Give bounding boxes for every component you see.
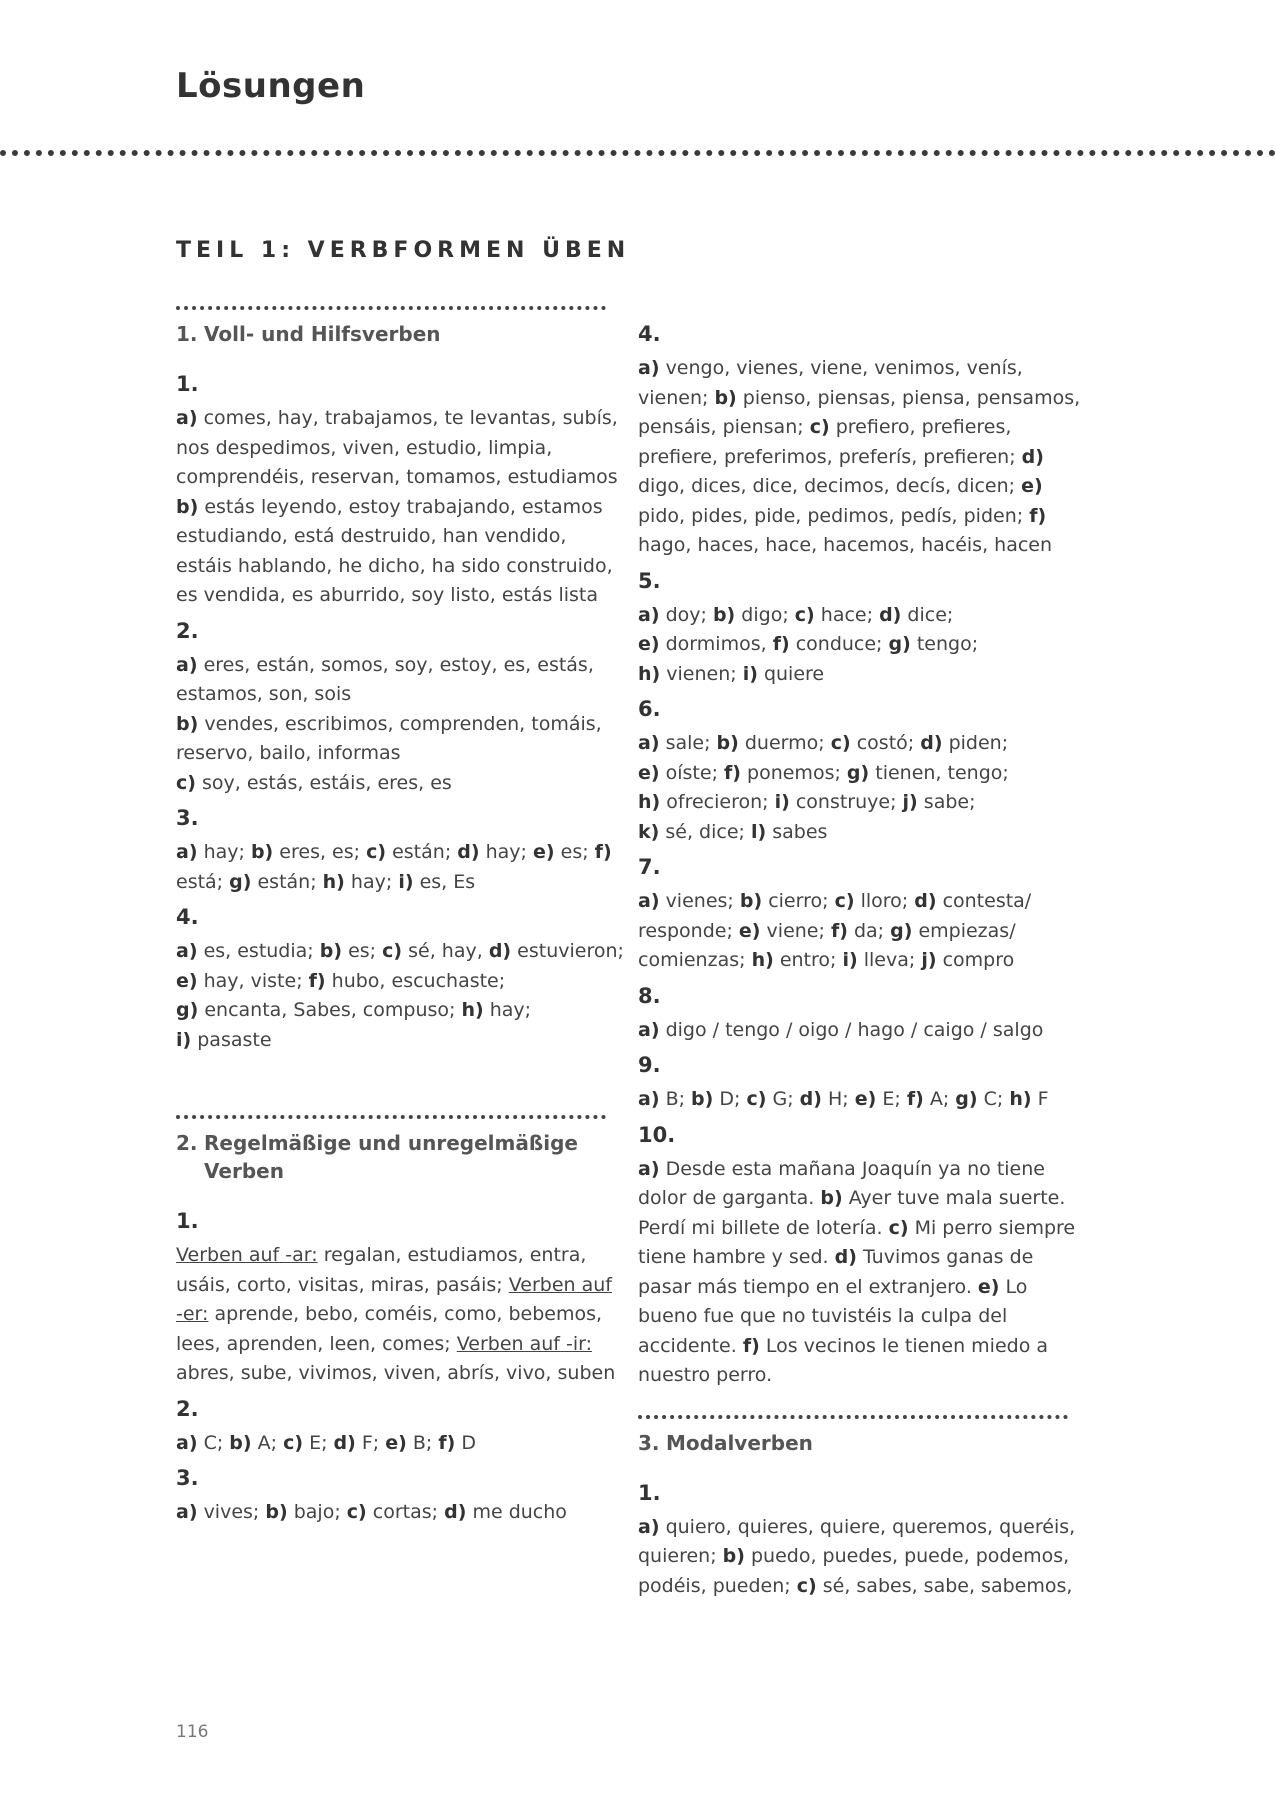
- item-label: e): [977, 1275, 1000, 1298]
- right-column: [638, 314, 1086, 1601]
- answer-paragraph: [176, 1429, 624, 1459]
- answer-text: hago, haces, hace, hacemos, hacéis, hacen: [638, 534, 1053, 556]
- answer-text: abres, sube, vivimos, viven, abrís, vivo, suben: [176, 1362, 616, 1384]
- item-label: b): [722, 1545, 745, 1567]
- exercise-number: 2.: [176, 618, 199, 643]
- item-label: h): [322, 870, 345, 893]
- answer-text: H;: [828, 1088, 849, 1110]
- exercise-number: 6.: [638, 697, 661, 721]
- answer-paragraph: [176, 404, 624, 611]
- answer-text: D: [461, 1431, 477, 1454]
- item-label: f): [724, 761, 741, 784]
- answer-text: duermo;: [744, 732, 825, 754]
- answer-text: G;: [772, 1088, 794, 1110]
- dotted-rule: [176, 1115, 606, 1119]
- item-label: j): [902, 791, 918, 813]
- item-label: c): [888, 1216, 909, 1239]
- item-label: f): [906, 1088, 924, 1110]
- section-title: [176, 320, 624, 348]
- answer-text: ofrecieron;: [666, 791, 769, 813]
- answer-paragraph: [638, 1016, 1086, 1046]
- exercise-number: 5.: [638, 568, 661, 593]
- page-title: Lösungen: [176, 66, 366, 106]
- item-label: a): [638, 890, 660, 912]
- dotted-rule: [176, 306, 606, 310]
- exercise-number: 1.: [176, 1209, 199, 1233]
- answer-text: digo / tengo / oigo / hago / caigo / salgo: [665, 1018, 1044, 1041]
- answer-text: están;: [392, 841, 452, 863]
- answer-text: ponemos;: [747, 761, 841, 784]
- item-label: d): [488, 940, 512, 962]
- answer-text: B;: [412, 1431, 433, 1454]
- exercise-number: 10.: [638, 1122, 676, 1147]
- item-label: d): [914, 890, 937, 912]
- answer-text: da;: [853, 919, 885, 942]
- item-label: e): [638, 761, 660, 784]
- item-label: h): [1009, 1088, 1032, 1110]
- answer-text: entro;: [779, 949, 837, 971]
- item-label: a): [638, 1157, 660, 1180]
- answer-text: sé, sabes, sabe, sabemos,: [822, 1574, 1073, 1597]
- exercise-number: 1.: [638, 1480, 661, 1505]
- item-label: a): [638, 732, 660, 754]
- item-label: g): [176, 999, 199, 1021]
- section-title-text: Modalverben: [666, 1430, 813, 1455]
- item-label: a): [176, 841, 198, 863]
- answer-text: regalan, estudiamos, entra, usáis, corto, visitas, miras, pasáis;: [176, 1244, 587, 1296]
- item-label: a): [638, 603, 660, 626]
- item-label: e): [533, 841, 555, 863]
- answer-text: pasaste: [197, 1028, 272, 1051]
- answer-text: sé, dice;: [665, 820, 745, 843]
- section-title: [176, 1129, 624, 1185]
- answer-text: vendes, escribimos, comprenden, tomáis, reservo, bailo, informas: [176, 712, 602, 764]
- answer-text: construye;: [795, 791, 897, 813]
- item-label: g): [229, 870, 252, 893]
- answer-text: prefiero, prefieres, prefiere, preferimos, preferís, prefieren;: [638, 416, 1016, 468]
- item-label: b): [820, 1187, 843, 1209]
- exercise-number: 4.: [176, 905, 199, 929]
- section-number: 1.: [176, 322, 198, 346]
- item-label: b): [229, 1431, 252, 1454]
- item-label: a): [176, 653, 198, 676]
- item-label: e): [1021, 475, 1043, 497]
- item-label: b): [691, 1088, 714, 1110]
- item-label: c): [176, 771, 196, 794]
- answer-text: doy;: [665, 603, 707, 626]
- item-label: a): [638, 1515, 660, 1538]
- answer-text: E;: [882, 1088, 901, 1110]
- answer-text: piden;: [948, 732, 1009, 754]
- answer-paragraph: [638, 601, 1086, 690]
- answer-text: digo, dices, dice, decimos, decís, dicen;: [638, 475, 1016, 497]
- item-label: d): [879, 603, 902, 626]
- answer-text: D;: [719, 1088, 741, 1110]
- item-label: g): [890, 919, 913, 942]
- item-label: e): [385, 1431, 407, 1454]
- section-title-text: Voll- und Hilfsverben: [204, 322, 441, 346]
- item-label: e): [854, 1088, 877, 1110]
- item-label: f): [742, 1334, 760, 1357]
- answer-text: comes, hay, trabajamos, te levantas, subís, nos despedimos, viven, estudio, limpia, comprendéis, reservan, tomamos, estudiamos: [176, 407, 618, 488]
- part-heading: TEIL 1: VERBFORMEN ÜBEN: [176, 238, 631, 263]
- answer-text: es;: [348, 940, 377, 962]
- answer-paragraph: [638, 729, 1086, 847]
- answer-text: Lo bueno fue que no tuvistéis la culpa del accidente.: [638, 1275, 1028, 1357]
- answer-paragraph: [176, 838, 624, 897]
- item-label: h): [638, 662, 661, 685]
- answer-text: compro: [942, 949, 1015, 971]
- item-label: c): [830, 732, 851, 754]
- item-label: a): [638, 1088, 660, 1110]
- item-label: f): [1029, 504, 1047, 527]
- answer-text: A;: [257, 1431, 278, 1454]
- item-label: e): [738, 919, 761, 942]
- item-label: f): [830, 919, 848, 942]
- page-number: 116: [176, 1722, 209, 1742]
- answer-text: me ducho: [472, 1501, 567, 1523]
- answer-text: Desde esta mañana Joaquín ya no tiene dolor de garganta.: [638, 1157, 1045, 1209]
- section-title-text: Verben: [204, 1159, 284, 1183]
- answer-text: Tuvimos ganas de pasar más tiempo en el extranjero.: [638, 1246, 1034, 1298]
- answer-text: B;: [665, 1088, 685, 1110]
- item-label: a): [176, 407, 198, 429]
- answer-text: quiero, quieres, quiere, queremos, queréis, quieren;: [638, 1515, 1076, 1567]
- answer-text: están;: [257, 870, 317, 893]
- answer-text: encanta, Sabes, compuso;: [204, 999, 456, 1021]
- item-label: a): [638, 357, 660, 379]
- answer-text: sabe;: [923, 791, 976, 813]
- answer-text: C;: [203, 1431, 224, 1454]
- item-label: d): [799, 1088, 822, 1110]
- section-title: [638, 1429, 1086, 1457]
- answer-text: Los vecinos le tienen miedo a nuestro perro.: [638, 1334, 1049, 1386]
- exercise-number: 4.: [638, 322, 661, 346]
- item-label: d): [333, 1431, 356, 1454]
- answer-text: Ayer tuve mala suerte. Perdí mi billete de lotería.: [638, 1187, 1066, 1239]
- item-label: c): [809, 416, 830, 438]
- answer-text: vienes;: [665, 890, 734, 912]
- answer-text: es, estudia;: [203, 940, 314, 962]
- item-label: f): [438, 1431, 456, 1454]
- answer-paragraph: [638, 354, 1086, 561]
- answer-text: está;: [176, 870, 224, 893]
- answer-text: hubo, escuchaste;: [331, 969, 506, 992]
- answer-text: es, Es: [419, 870, 476, 893]
- answer-text: bajo;: [293, 1501, 341, 1523]
- left-column: [176, 300, 624, 1528]
- answer-paragraph: [638, 1513, 1086, 1602]
- answer-text: vienen;: [666, 662, 737, 685]
- answer-text: vives;: [203, 1501, 260, 1523]
- answer-paragraph: [176, 1498, 624, 1528]
- verb-group-label: Verben auf -er:: [176, 1273, 612, 1325]
- answer-text: lloro;: [860, 890, 909, 912]
- item-label: b): [176, 712, 199, 735]
- answer-text: A;: [929, 1088, 950, 1110]
- item-label: c): [382, 940, 403, 962]
- item-label: i): [176, 1028, 192, 1051]
- answer-text: pido, pides, pide, pedimos, pedís, piden;: [638, 504, 1024, 527]
- answer-text: aprende, bebo, coméis, como, bebemos, lees, aprenden, leen, comes;: [176, 1303, 603, 1355]
- answer-text: digo;: [741, 603, 789, 626]
- answer-text: pienso, piensas, piensa, pensamos, pensáis, piensan;: [638, 386, 1081, 438]
- exercise-number: 1.: [176, 372, 199, 396]
- item-label: b): [250, 841, 274, 863]
- dotted-rule: [638, 1415, 1068, 1419]
- answer-text: estás leyendo, estoy trabajando, estamos estudiando, está destruido, han vendido, estáis hablando, he dicho, ha sido construido, es vendida, es aburrido, soy listo, estás lista: [176, 495, 613, 606]
- item-label: k): [638, 820, 660, 843]
- item-label: b): [265, 1501, 288, 1523]
- answer-text: es;: [560, 841, 589, 863]
- answer-text: E;: [309, 1431, 328, 1454]
- item-label: c): [366, 841, 387, 863]
- exercise-number: 7.: [638, 855, 661, 879]
- answer-paragraph: [176, 937, 624, 1055]
- item-label: b): [176, 495, 199, 518]
- item-label: g): [846, 761, 870, 784]
- item-label: e): [176, 969, 198, 992]
- answer-text: soy, estás, estáis, eres, es: [202, 771, 452, 794]
- item-label: i): [842, 949, 858, 971]
- item-label: a): [638, 1018, 660, 1041]
- answer-text: dormimos,: [665, 633, 767, 655]
- answer-text: sabes: [772, 820, 828, 843]
- verb-group-label: Verben auf -ir:: [456, 1332, 593, 1355]
- answer-text: cierro;: [768, 890, 829, 912]
- answer-text: eres, es;: [279, 841, 361, 863]
- answer-text: puedo, puedes, puede, podemos, podéis, pueden;: [638, 1545, 1070, 1597]
- answer-text: empiezas/ comienzas;: [638, 919, 1016, 971]
- item-label: i): [398, 870, 414, 893]
- item-label: f): [772, 633, 790, 655]
- item-label: c): [796, 1574, 817, 1597]
- answer-text: hay, viste;: [203, 969, 303, 992]
- item-label: i): [774, 791, 790, 813]
- item-label: d): [444, 1501, 467, 1523]
- section-number: 2.: [176, 1131, 198, 1155]
- answer-text: dice;: [907, 603, 954, 626]
- item-label: d): [1021, 445, 1044, 468]
- item-label: f): [594, 841, 612, 863]
- answer-paragraph: [176, 1241, 624, 1389]
- answer-paragraph: [176, 651, 624, 799]
- item-label: a): [176, 1431, 198, 1454]
- item-label: d): [834, 1246, 857, 1268]
- answer-text: oíste;: [665, 761, 718, 784]
- item-label: l): [750, 820, 767, 843]
- answer-text: tengo;: [916, 633, 979, 655]
- item-label: b): [739, 890, 763, 912]
- item-label: c): [746, 1088, 767, 1110]
- item-label: c): [834, 890, 855, 912]
- item-label: a): [176, 1501, 198, 1523]
- item-label: c): [794, 603, 815, 626]
- item-label: a): [176, 940, 198, 962]
- item-label: j): [921, 949, 937, 971]
- item-label: g): [888, 633, 911, 655]
- item-label: c): [346, 1501, 367, 1523]
- answer-paragraph: [638, 887, 1086, 976]
- exercise-number: 3.: [176, 1466, 199, 1490]
- answer-text: lleva;: [863, 949, 916, 971]
- exercise-number: 2.: [176, 1396, 199, 1421]
- section-title-text: Regelmäßige und unregelmäßige: [204, 1131, 578, 1155]
- answer-text: viene;: [766, 919, 825, 942]
- item-label: b): [716, 732, 739, 754]
- verb-group-label: Verben auf -ar:: [176, 1244, 318, 1266]
- answer-text: eres, están, somos, soy, estoy, es, estás, estamos, son, sois: [176, 653, 594, 705]
- item-label: c): [283, 1431, 304, 1454]
- item-label: b): [319, 940, 343, 962]
- answer-text: C;: [983, 1088, 1004, 1110]
- answer-text: sé, hay,: [408, 940, 483, 962]
- exercise-number: 3.: [176, 806, 199, 830]
- answer-text: conduce;: [795, 633, 883, 655]
- answer-text: Mi perro siempre tiene hambre y sed.: [638, 1216, 1076, 1268]
- item-label: d): [920, 732, 943, 754]
- answer-text: contesta/ responde;: [638, 890, 1032, 942]
- item-label: d): [457, 841, 480, 863]
- item-label: b): [712, 603, 736, 626]
- answer-text: vengo, vienes, viene, venimos, venís, vienen;: [638, 357, 1023, 409]
- answer-text: F;: [361, 1431, 380, 1454]
- dotted-divider: [0, 150, 1276, 156]
- item-label: b): [714, 386, 737, 409]
- item-label: e): [638, 633, 660, 655]
- answer-text: costó;: [856, 732, 915, 754]
- item-label: h): [638, 791, 661, 813]
- answer-text: tienen, tengo;: [875, 761, 1009, 784]
- answer-text: hay;: [485, 841, 527, 863]
- answer-text: cortas;: [372, 1501, 439, 1523]
- exercise-number: 9.: [638, 1053, 661, 1077]
- section-number: 3.: [638, 1430, 660, 1455]
- answer-text: sale;: [665, 732, 711, 754]
- answer-text: quiere: [763, 662, 825, 685]
- answer-text: estuvieron;: [517, 940, 624, 962]
- item-label: h): [751, 949, 774, 971]
- item-label: h): [461, 999, 484, 1021]
- answer-paragraph: [638, 1155, 1086, 1391]
- item-label: f): [308, 969, 326, 992]
- exercise-number: 8.: [638, 983, 661, 1008]
- item-label: i): [742, 662, 758, 685]
- answer-text: hace;: [820, 603, 874, 626]
- answer-text: hay;: [350, 870, 393, 893]
- answer-text: F: [1037, 1088, 1049, 1110]
- answer-text: hay;: [203, 841, 245, 863]
- answer-text: hay;: [489, 999, 532, 1021]
- item-label: g): [955, 1088, 978, 1110]
- answer-paragraph: [638, 1085, 1086, 1115]
